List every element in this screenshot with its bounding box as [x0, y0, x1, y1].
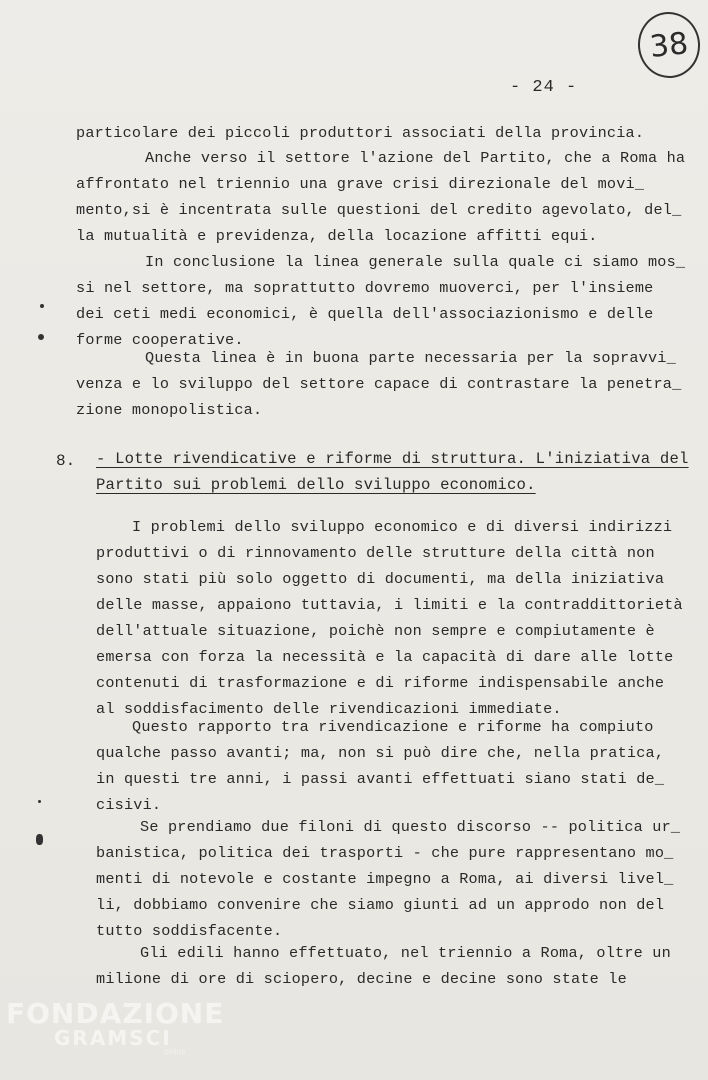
- text-line: menti di notevole e costante impegno a Roma, ai diversi livel_: [96, 870, 674, 888]
- text-line: sono stati più solo oggetto di documenti, ma della iniziativa: [96, 570, 665, 588]
- text-line: tutto soddisfacente.: [96, 922, 283, 940]
- text-line: Anche verso il settore l'azione del Partito, che a Roma ha: [145, 149, 686, 167]
- text-line: particolare dei piccoli produttori associati della provincia.: [76, 124, 645, 142]
- text-line: la mutualità e previdenza, della locazione affitti equi.: [76, 227, 598, 245]
- text-line: emersa con forza la necessità e la capacità di dare alle lotte: [96, 648, 674, 666]
- text-line: In conclusione la linea generale sulla quale ci siamo mos_: [145, 253, 686, 271]
- text-line: dell'attuale situazione, poichè non sempre e compiutamente è: [96, 622, 655, 640]
- margin-mark: [40, 304, 44, 308]
- text-line: Questo rapporto tra rivendicazione e riforme ha compiuto: [132, 718, 654, 736]
- text-line: mento,si è incentrata sulle questioni del credito agevolato, del_: [76, 201, 682, 219]
- margin-mark: [38, 334, 44, 340]
- text-line: Gli edili hanno effettuato, nel triennio a Roma, oltre un: [140, 944, 671, 962]
- text-line: si nel settore, ma soprattutto dovremo muoverci, per l'insieme: [76, 279, 654, 297]
- text-line: Questa linea è in buona parte necessaria per la sopravvi_: [145, 349, 676, 367]
- text-line: dei ceti medi economici, è quella dell'associazionismo e delle: [76, 305, 654, 323]
- fondazione-gramsci-watermark: [6, 997, 225, 1056]
- archive-number-stamp: 38: [635, 9, 704, 81]
- text-line: zione monopolistica.: [76, 401, 263, 419]
- text-line: contenuti di trasformazione e di riforme indispensabile anche: [96, 674, 665, 692]
- text-line: produttivi o di rinnovamento delle strutture della città non: [96, 544, 655, 562]
- text-line: in questi tre anni, i passi avanti effettuati siano stati de_: [96, 770, 665, 788]
- watermark-line: FONDAZIONE: [6, 997, 225, 1030]
- text-line: delle masse, appaiono tuttavia, i limiti e la contraddittorietà: [96, 596, 683, 614]
- page-number: - 24 -: [510, 78, 578, 97]
- text-line: I problemi dello sviluppo economico e di diversi indirizzi: [132, 518, 673, 536]
- text-line: affrontato nel triennio una grave crisi direzionale del movi_: [76, 175, 645, 193]
- text-line: li, dobbiamo convenire che siamo giunti ad un approdo non del: [96, 896, 665, 914]
- margin-mark: [36, 834, 43, 845]
- text-line: forme cooperative.: [76, 331, 244, 349]
- text-line: milione di ore di sciopero, decine e decine sono state le: [96, 970, 627, 988]
- text-line: banistica, politica dei trasporti - che pure rappresentano mo_: [96, 844, 674, 862]
- text-line: venza e lo sviluppo del settore capace di contrastare la penetra_: [76, 375, 682, 393]
- text-line: Se prendiamo due filoni di questo discorso -- politica ur_: [140, 818, 681, 836]
- text-line: qualche passo avanti; ma, non si può dire che, nella pratica,: [96, 744, 665, 762]
- section-number: 8.: [56, 452, 76, 470]
- text-line: cisivi.: [96, 796, 162, 814]
- watermark-line: GRAMSCI: [54, 1026, 172, 1050]
- text-line: al soddisfacimento delle rivendicazioni immediate.: [96, 700, 562, 718]
- section-heading: Partito sui problemi dello sviluppo economico.: [96, 476, 536, 494]
- section-heading: - Lotte rivendicative e riforme di struttura. L'iniziativa del: [96, 450, 689, 468]
- watermark-line: onlus: [164, 1047, 186, 1056]
- margin-mark: [38, 800, 41, 803]
